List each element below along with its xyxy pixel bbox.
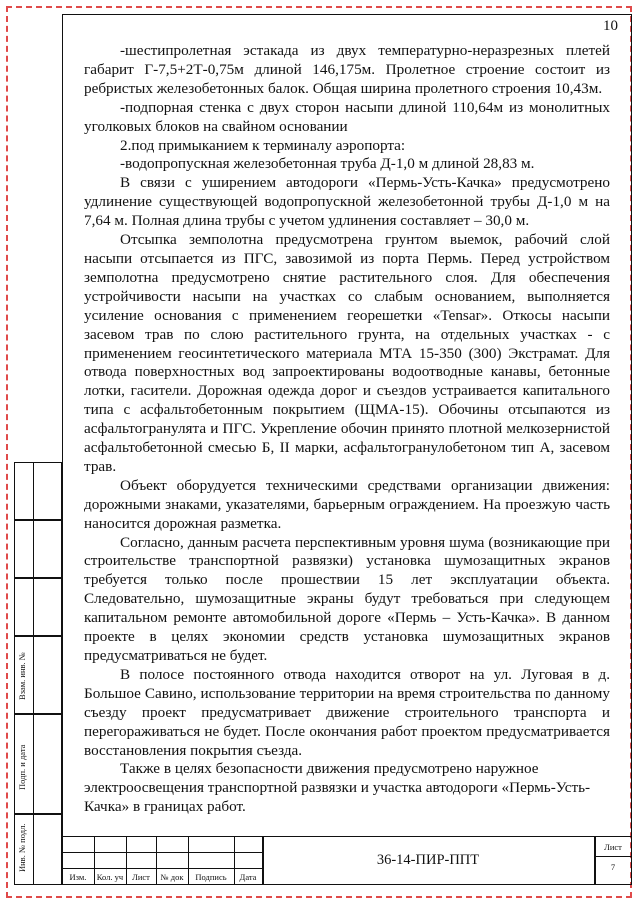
label-inv-podl: Инв. № подл. [17,823,27,872]
sheet-label: Лист [604,842,622,852]
page-number: 10 [603,18,618,34]
tb-hline-1 [62,852,262,853]
label-vzam-inv: Взам. инв. № [17,652,27,700]
tb-sheet-hline [594,856,632,857]
sheet-number: 7 [610,862,616,872]
tb-header-data: Дата [239,872,257,882]
tb-header-podpis: Подпись [195,872,227,882]
strip-divider-upper [33,462,34,636]
paragraph-3: 2.под примыканием к терминалу аэропорта: [120,136,406,154]
strip-divider-lower [33,636,34,885]
tb-header-izm: Изм. [69,872,87,882]
tb-hline-2 [62,868,262,869]
paragraph-4: -водопропускная железобетонная труба Д-1,0 м длиной 28,83 м. [120,155,535,173]
strip-empty-cell-1 [14,462,62,520]
strip-empty-cell-2 [14,520,62,578]
paragraph-6: Отсыпка земполотна предусмотрена грунтом выемок, рабочий слой насыпи отсыпается из ПГС, завозимой из порта Пермь. Перед устройством земполотна предусмотрено снятие растительного слоя. Для обеспечения устройчивости насыпи на участках со слабым основанием, выполняется усиление основания с применением георешетки «Tensar». Откосы насыпи засевом трав по слою растительного грунта, на отдельных участках - с применением геосинтетического материала МТА 15-350 (300) Экстрамат. Для отвода поверхностных вод запроектированы водоотводные канавы, бетонные лотки, гасители. Дорожная одежда дорог и съездов устраивается капитального типа с асфальтобетонным покрытием (ЩМА-15). Обочины отсыпаются из асфальтогранулята и ПГС. Укрепление обочин принято плотной мелкозернистой асфальтобетонной смесью Б, II марки, асфальтогранулобетоном тип А, засевом трав. [84,231,610,475]
tb-header-list: Лист [132,872,150,882]
paragraph-2: -подпорная стенка с двух сторон насыпи длиной 110,64м из монолитных уголковых блоков на свайном основании [84,98,610,135]
tb-header-kol-uch: Кол. уч [96,872,124,882]
label-podp-data: Подп. и дата [17,744,27,790]
paragraph-8: Согласно, данным расчета перспективным уровня шума (возникающие при строительстве транспортной развязки) установка шумозащитных экранов требуется только после прошествии 15 лет эксплуатации объекта. Следовательно, шумозащитные экраны будут требоваться при следующем капитальном ремонте автомобильной дороге «Пермь – Усть-Качка». В данном проекте в целях экономии средств установка шумозащитных экранов предусматриваться не будет. [84,533,610,664]
strip-empty-cell-3 [14,578,62,636]
document-body [84,42,610,817]
tb-header-n-dok: № док [160,872,184,882]
document-code: 36-14-ПИР-ППТ [376,852,480,868]
paragraph-9: В полосе постоянного отвода находится отворот на ул. Луговая в д. Большое Савино, использование территории на время строительства по данному съезду проект предусматривает движение строительного транспорта и перегораживаться не будет. После окончания работ проектом предусматривается восстановления покрытия съезда. [84,665,610,759]
paragraph-7: Объект оборудуется техническими средствами организации движения: дорожными знаками, указателями, барьерным ограждением. На проезжую часть наносится дорожная разметка. [84,476,610,532]
paragraph-5: В связи с уширением автодороги «Пермь-Усть-Качка» предусмотрено удлинение существующей водопропускной железобетонной трубы Д-1,0 м на 7,64 м. Полная длина трубы с учетом удлинения составляет – 30,0 м. [84,174,610,230]
paragraph-1: -шестипролетная эстакада из двух температурно-неразрезных плетей габарит Г-7,5+2Т-0,75м длиной 146,175м. Пролетное строение состоит из ребристых железобетонных балок. Общая ширина пролетного строения 10,43м. [84,42,610,97]
paragraph-10: Также в целях безопасности движения предусмотрено наружное электроосвещения транспортной развязки и участка автодороги «Пермь-Усть-Качка» в границах работ. [84,760,591,816]
